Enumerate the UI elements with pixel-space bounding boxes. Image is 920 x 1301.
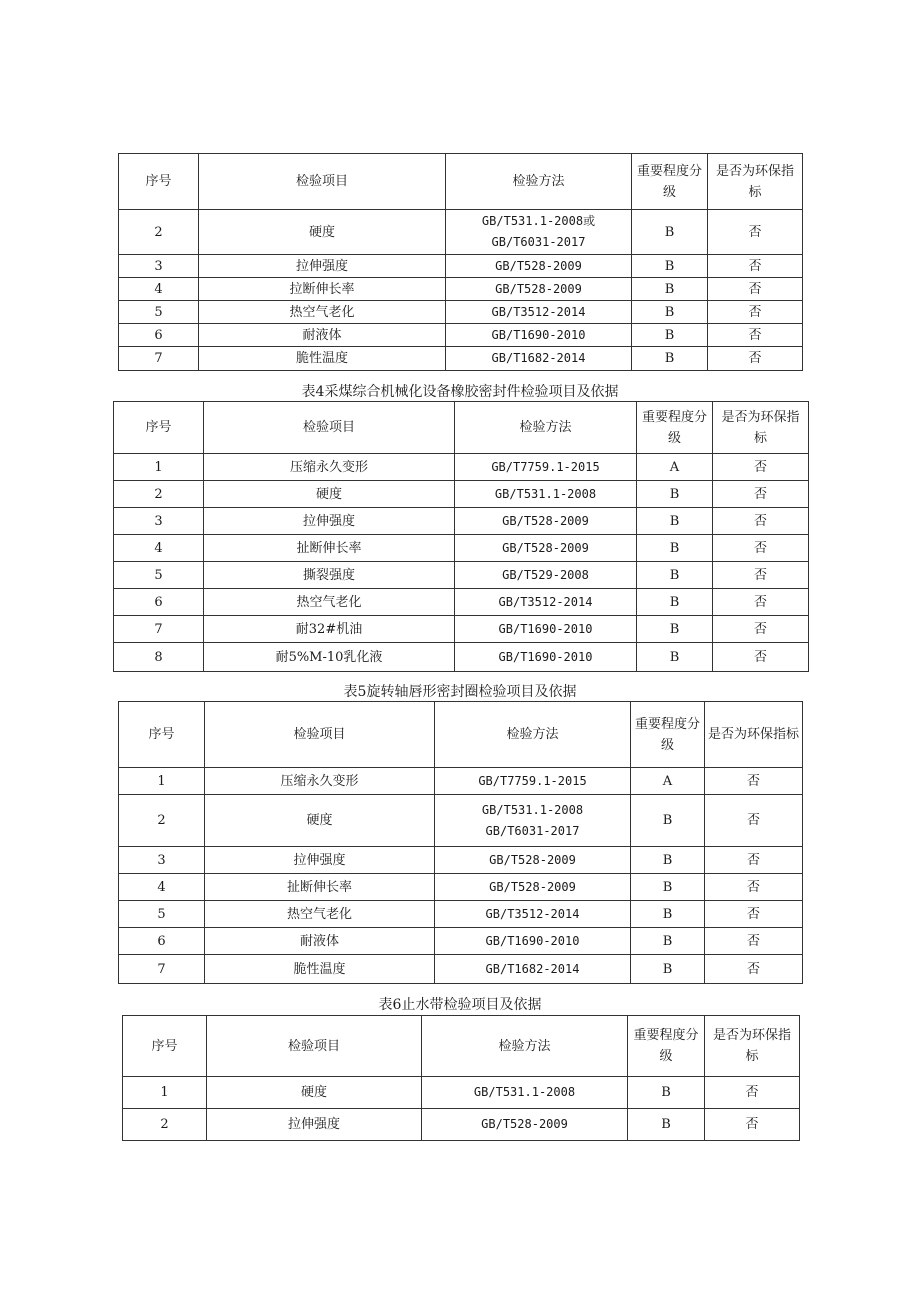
table-5	[118, 701, 803, 984]
cell-seq: 6	[114, 589, 204, 616]
cell-seq: 8	[114, 643, 204, 672]
cell-seq: 7	[119, 955, 205, 984]
cell-item: 耐液体	[199, 324, 446, 347]
cell-seq: 3	[119, 847, 205, 874]
cell-grade: B	[628, 1109, 705, 1141]
table-row	[119, 795, 803, 847]
cell-env: 否	[713, 454, 809, 481]
cell-grade: B	[631, 928, 705, 955]
cell-grade: B	[631, 847, 705, 874]
cell-seq: 4	[119, 278, 199, 301]
header-seq: 序号	[114, 402, 204, 454]
table-row	[119, 324, 803, 347]
header-env: 是否为环保指标	[705, 1016, 800, 1077]
cell-env: 否	[713, 589, 809, 616]
cell-seq: 2	[114, 481, 204, 508]
table-row	[119, 955, 803, 984]
cell-grade: B	[637, 508, 713, 535]
cell-grade: B	[637, 562, 713, 589]
cell-method: GB/T1682-2014	[435, 955, 631, 984]
header-method: 检验方法	[435, 702, 631, 768]
header-item: 检验项目	[204, 402, 455, 454]
header-seq: 序号	[119, 702, 205, 768]
cell-method: GB/T1690-2010	[455, 616, 637, 643]
cell-method: GB/T529-2008	[455, 562, 637, 589]
cell-grade: B	[637, 535, 713, 562]
table-row	[119, 301, 803, 324]
table-row	[123, 1077, 800, 1109]
cell-env: 否	[713, 616, 809, 643]
cell-env: 否	[713, 481, 809, 508]
table-row	[114, 562, 809, 589]
table-row	[119, 278, 803, 301]
table-4-caption: 表4采煤综合机械化设备橡胶密封件检验项目及依据	[301, 384, 619, 400]
cell-seq: 6	[119, 928, 205, 955]
header-item: 检验项目	[207, 1016, 422, 1077]
header-item: 检验项目	[199, 154, 446, 210]
cell-seq: 2	[119, 795, 205, 847]
cell-item: 拉伸强度	[207, 1109, 422, 1141]
table-header-row	[114, 402, 809, 454]
table-6	[122, 1015, 800, 1141]
cell-item: 拉伸强度	[204, 508, 455, 535]
cell-env: 否	[708, 255, 803, 278]
header-item: 检验项目	[205, 702, 435, 768]
cell-method: GB/T3512-2014	[455, 589, 637, 616]
cell-item: 脆性温度	[205, 955, 435, 984]
table-row	[114, 454, 809, 481]
cell-item: 硬度	[199, 210, 446, 255]
cell-grade: B	[628, 1077, 705, 1109]
cell-env: 否	[705, 874, 803, 901]
header-grade: 重要程度分级	[637, 402, 713, 454]
cell-item: 脆性温度	[199, 347, 446, 371]
cell-grade: B	[632, 255, 708, 278]
cell-seq: 1	[123, 1077, 207, 1109]
cell-method-line2: GB/T6031-2017	[485, 823, 580, 838]
cell-method: GB/T1690-2010	[435, 928, 631, 955]
cell-item: 硬度	[204, 481, 455, 508]
cell-env: 否	[713, 562, 809, 589]
cell-method: GB/T7759.1-2015	[435, 768, 631, 795]
cell-item: 硬度	[205, 795, 435, 847]
table-header-row	[119, 702, 803, 768]
cell-method-line2: GB/T6031-2017	[491, 235, 586, 249]
header-seq: 序号	[119, 154, 199, 210]
cell-item: 压缩永久变形	[205, 768, 435, 795]
cell-seq: 3	[114, 508, 204, 535]
cell-grade: B	[631, 874, 705, 901]
header-grade: 重要程度分级	[631, 702, 705, 768]
table-3-continued	[118, 153, 803, 371]
header-grade: 重要程度分级	[632, 154, 708, 210]
cell-seq: 4	[119, 874, 205, 901]
cell-seq: 5	[119, 301, 199, 324]
cell-method: GB/T528-2009	[446, 278, 632, 301]
cell-seq: 7	[119, 347, 199, 371]
cell-seq: 6	[119, 324, 199, 347]
cell-grade: B	[632, 324, 708, 347]
table-row	[119, 901, 803, 928]
cell-grade: B	[631, 955, 705, 984]
cell-method: GB/T531.1-2008	[422, 1077, 628, 1109]
cell-method: GB/T531.1-2008	[455, 481, 637, 508]
cell-grade: B	[637, 616, 713, 643]
cell-grade: B	[637, 643, 713, 672]
cell-env: 否	[713, 508, 809, 535]
cell-item: 压缩永久变形	[204, 454, 455, 481]
table-row	[119, 255, 803, 278]
cell-env: 否	[705, 795, 803, 847]
cell-method: GB/T3512-2014	[446, 301, 632, 324]
table-row	[114, 481, 809, 508]
table-row	[119, 847, 803, 874]
header-method: 检验方法	[455, 402, 637, 454]
cell-item: 撕裂强度	[204, 562, 455, 589]
header-method: 检验方法	[446, 154, 632, 210]
cell-seq: 2	[123, 1109, 207, 1141]
cell-grade: A	[631, 768, 705, 795]
header-env: 是否为环保指标	[713, 402, 809, 454]
cell-item: 拉伸强度	[205, 847, 435, 874]
header-env: 是否为环保指标	[708, 154, 803, 210]
cell-method: GB/T528-2009	[455, 535, 637, 562]
table-6-caption: 表6止水带检验项目及依据	[378, 997, 542, 1013]
table-row	[114, 616, 809, 643]
cell-method: GB/T1690-2010	[455, 643, 637, 672]
cell-item: 热空气老化	[199, 301, 446, 324]
table-row	[114, 508, 809, 535]
cell-env: 否	[708, 347, 803, 371]
cell-env: 否	[705, 1109, 800, 1141]
cell-env: 否	[705, 928, 803, 955]
table-header-row	[119, 154, 803, 210]
cell-item: 耐液体	[205, 928, 435, 955]
table-row	[119, 874, 803, 901]
cell-item: 热空气老化	[204, 589, 455, 616]
cell-method: GB/T528-2009	[435, 847, 631, 874]
cell-seq: 4	[114, 535, 204, 562]
cell-grade: A	[637, 454, 713, 481]
cell-grade: B	[632, 278, 708, 301]
cell-method: GB/T3512-2014	[435, 901, 631, 928]
table-row	[114, 589, 809, 616]
cell-method-line1: GB/T531.1-2008	[481, 802, 584, 817]
cell-env: 否	[708, 278, 803, 301]
cell-method: GB/T528-2009	[435, 874, 631, 901]
header-env: 是否为环保指标	[705, 702, 803, 768]
cell-grade: B	[631, 795, 705, 847]
cell-item: 扯断伸长率	[205, 874, 435, 901]
cell-seq: 5	[114, 562, 204, 589]
cell-grade: B	[632, 347, 708, 371]
cell-item: 耐5%M-10乳化液	[204, 643, 455, 672]
cell-env: 否	[708, 324, 803, 347]
cell-seq: 5	[119, 901, 205, 928]
cell-env: 否	[708, 301, 803, 324]
cell-item: 硬度	[207, 1077, 422, 1109]
cell-env: 否	[705, 768, 803, 795]
table-row	[119, 928, 803, 955]
cell-method: GB/T1682-2014	[446, 347, 632, 371]
cell-env: 否	[713, 535, 809, 562]
table-4	[113, 401, 809, 672]
cell-env: 否	[708, 210, 803, 255]
cell-item: 热空气老化	[205, 901, 435, 928]
cell-grade: B	[632, 301, 708, 324]
cell-env: 否	[705, 955, 803, 984]
cell-method	[435, 795, 631, 847]
header-seq: 序号	[123, 1016, 207, 1077]
cell-method: GB/T528-2009	[446, 255, 632, 278]
cell-seq: 1	[114, 454, 204, 481]
cell-seq: 1	[119, 768, 205, 795]
cell-method-line1: GB/T531.1-2008或	[481, 214, 596, 228]
table-row	[119, 768, 803, 795]
table-row	[119, 210, 803, 255]
cell-method: GB/T528-2009	[422, 1109, 628, 1141]
cell-item: 耐32#机油	[204, 616, 455, 643]
header-method: 检验方法	[422, 1016, 628, 1077]
cell-method: GB/T1690-2010	[446, 324, 632, 347]
table-header-row	[123, 1016, 800, 1077]
cell-grade: B	[631, 901, 705, 928]
table-row	[114, 535, 809, 562]
header-grade: 重要程度分级	[628, 1016, 705, 1077]
cell-seq: 3	[119, 255, 199, 278]
cell-item: 拉断伸长率	[199, 278, 446, 301]
cell-grade: B	[632, 210, 708, 255]
cell-item: 扯断伸长率	[204, 535, 455, 562]
cell-item: 拉伸强度	[199, 255, 446, 278]
cell-grade: B	[637, 589, 713, 616]
table-5-caption: 表5旋转轴唇形密封圈检验项目及依据	[343, 684, 577, 700]
cell-env: 否	[713, 643, 809, 672]
table-row	[123, 1109, 800, 1141]
cell-method	[446, 210, 632, 255]
cell-seq: 7	[114, 616, 204, 643]
cell-grade: B	[637, 481, 713, 508]
table-row	[114, 643, 809, 672]
cell-env: 否	[705, 1077, 800, 1109]
cell-env: 否	[705, 847, 803, 874]
cell-method: GB/T528-2009	[455, 508, 637, 535]
table-row	[119, 347, 803, 371]
cell-method: GB/T7759.1-2015	[455, 454, 637, 481]
cell-seq: 2	[119, 210, 199, 255]
cell-env: 否	[705, 901, 803, 928]
